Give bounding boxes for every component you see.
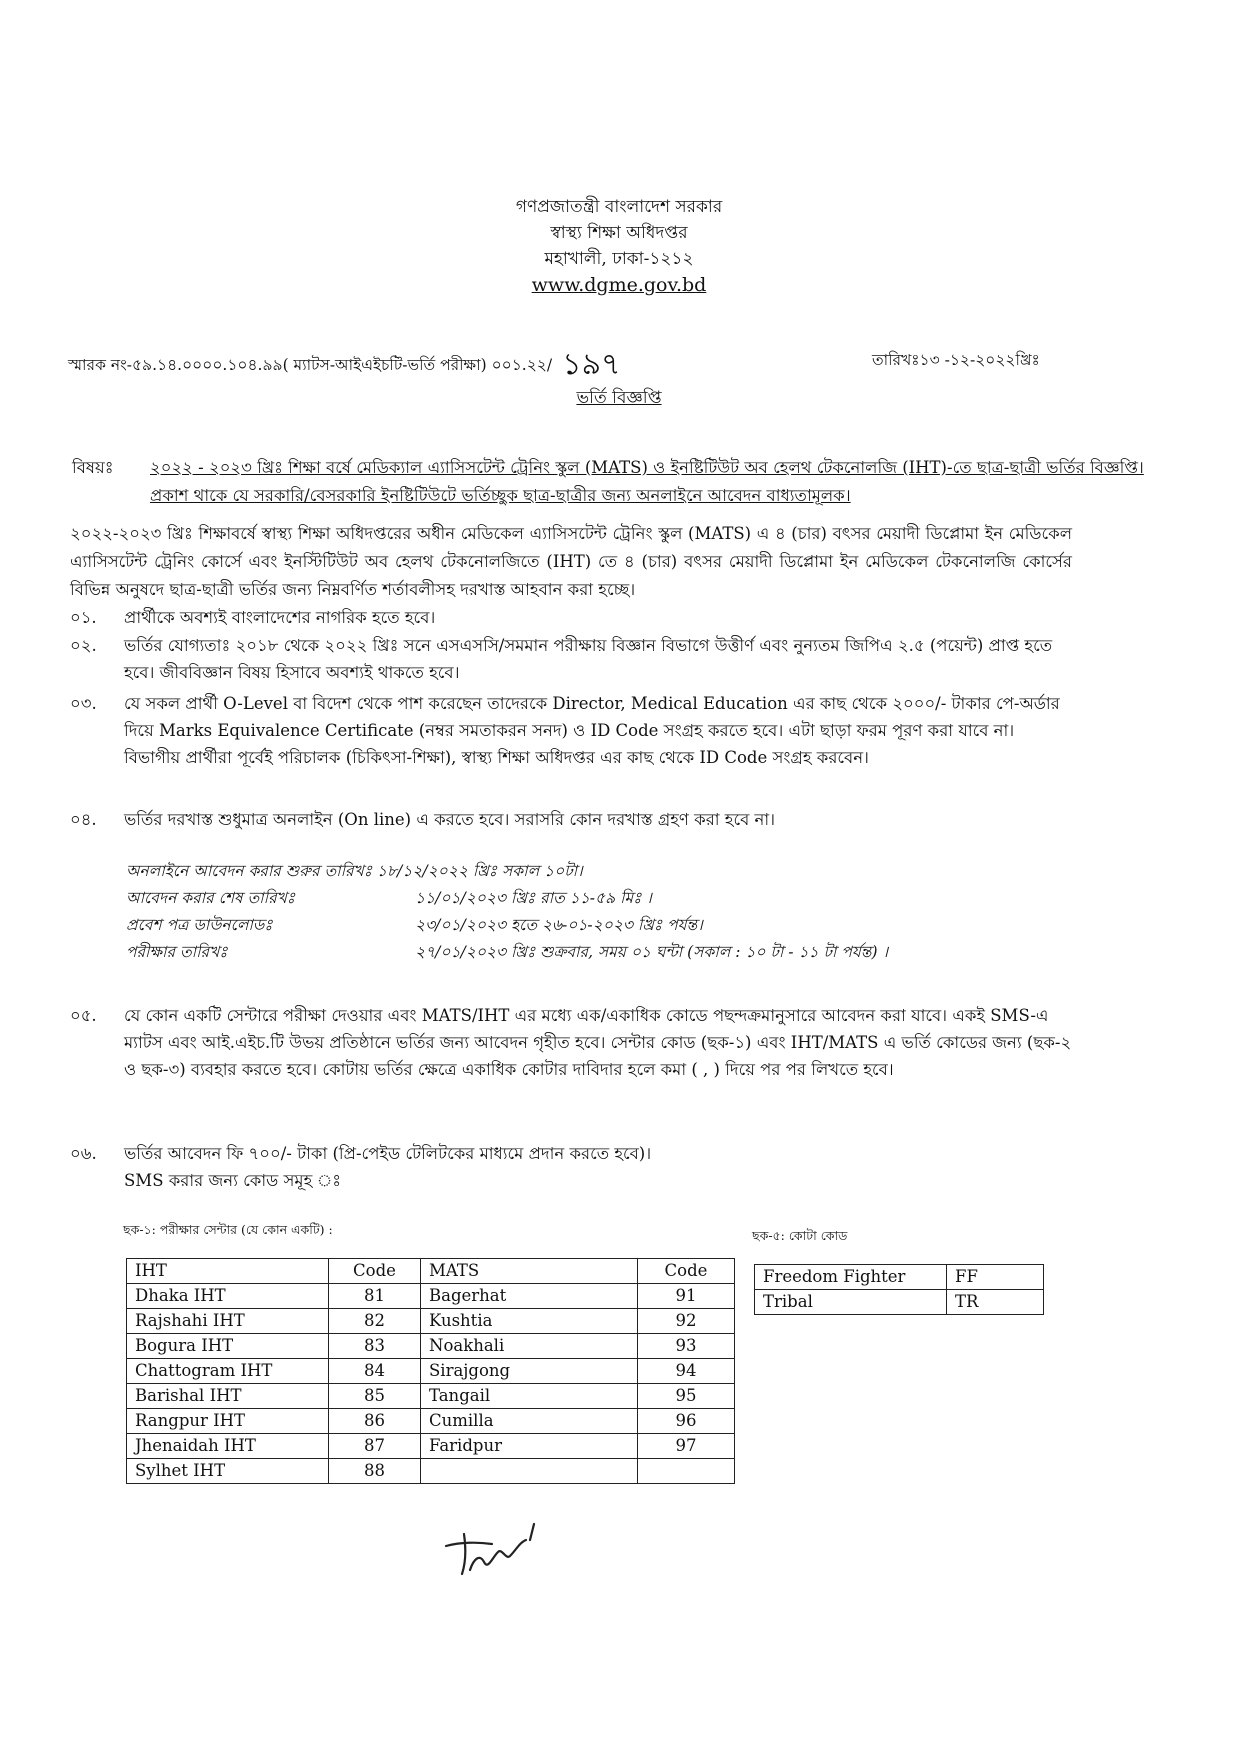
subject-label: বিষয়ঃ (72, 458, 114, 477)
name-cell: Tribal (755, 1290, 947, 1315)
name-cell (421, 1459, 638, 1484)
code-cell: 84 (329, 1359, 421, 1384)
item-number: ০৬. (70, 1144, 97, 1163)
name-cell: Bogura IHT (127, 1334, 329, 1359)
item-text: যে সকল প্রার্থী O-Level বা বিদেশ থেকে পাশ করেছেন তাদেরকে Director, Medical Education এর কাছ থেকে ২০০০/- টাকার পে-অর্ডার দিয়ে Marks Equivalence Certificate (নম্বর সমতাকরন সনদ) ও ID Code সংগ্রহ করতে হবে। এটা ছাড়া ফরম পূরণ করা যাবে না। (124, 694, 1060, 740)
table-row (127, 1434, 735, 1459)
table-row (127, 1359, 735, 1384)
table-row (127, 1334, 735, 1359)
schedule-value: ২৭/০১/২০২৩ খ্রিঃ শুক্রবার, সময় ০১ ঘন্টা (সকাল : ১০ টা - ১১ টা পর্যন্ত) । (415, 943, 888, 961)
table-row (127, 1284, 735, 1309)
schedule-row (126, 912, 703, 939)
name-cell: Sirajgong (421, 1359, 638, 1384)
code-cell: 97 (638, 1434, 735, 1459)
condition-item-3 (70, 690, 1080, 771)
condition-item-6 (70, 1140, 1080, 1194)
letterhead (0, 194, 1238, 298)
name-cell: Barishal IHT (127, 1384, 329, 1409)
letterhead-website[interactable]: www.dgme.gov.bd (531, 274, 707, 296)
memo-reference-line (68, 340, 621, 391)
quota-code-table (754, 1264, 1044, 1315)
column-header: Code (329, 1259, 421, 1284)
name-cell: Faridpur (421, 1434, 638, 1459)
item-number: ০১. (70, 608, 97, 627)
code-cell: FF (947, 1265, 1044, 1290)
name-cell: Noakhali (421, 1334, 638, 1359)
code-cell: 88 (329, 1459, 421, 1484)
item-number: ০২. (70, 636, 97, 655)
code-cell: 91 (638, 1284, 735, 1309)
name-cell: Chattogram IHT (127, 1359, 329, 1384)
name-cell: Dhaka IHT (127, 1284, 329, 1309)
table-row (127, 1459, 735, 1484)
schedule-label: প্রবেশ পত্র ডাউনলোডঃ (126, 916, 273, 934)
name-cell: Freedom Fighter (755, 1265, 947, 1290)
name-cell: Cumilla (421, 1409, 638, 1434)
code-cell: 95 (638, 1384, 735, 1409)
code-cell: 94 (638, 1359, 735, 1384)
column-header: IHT (127, 1259, 329, 1284)
subject-text: ২০২২ - ২০২৩ খ্রিঃ শিক্ষা বর্ষে মেডিক্যাল এ্যাসিসটেন্ট ট্রেনিং স্কুল (MATS) ও ইনষ্টিটিউট অব হেলথ টেকনোলজি (IHT)-তে ছাত্র-ছাত্রী ভর্তির বিজ্ঞপ্তি। প্রকাশ থাকে যে সরকারি/বেসরকারি ইনষ্টিটিউটে ভর্তিচ্ছুক ছাত্র-ছাত্রীর জন্য অনলাইনে আবেদন বাধ্যতামূলক। (150, 458, 1144, 505)
application-schedule (126, 858, 888, 966)
item-text: ভর্তির আবেদন ফি ৭০০/- টাকা (প্রি-পেইড টেলিটকের মাধ্যমে প্রদান করতে হবে)। (124, 1144, 652, 1163)
code-cell: 83 (329, 1334, 421, 1359)
schedule-label: পরীক্ষার তারিখঃ (126, 943, 228, 961)
schedule-row (126, 885, 652, 912)
table-header-row (127, 1259, 735, 1284)
memo-date: তারিখঃ১৩ -১২-২০২২খ্রিঃ (872, 351, 1040, 369)
table-row (755, 1290, 1044, 1315)
item-extra-text: SMS করার জন্য কোড সমূহ ঃ (124, 1171, 342, 1190)
memo-reference: স্মারক নং-৫৯.১৪.০০০০.১০৪.৯৯( ম্যাটস-আইএইচটি-ভর্তি পরীক্ষা) ০০১.২২/ (68, 356, 553, 374)
code-cell: 93 (638, 1334, 735, 1359)
item-number: ০৪. (70, 810, 97, 829)
column-header: Code (638, 1259, 735, 1284)
name-cell: Rangpur IHT (127, 1409, 329, 1434)
code-cell: 87 (329, 1434, 421, 1459)
schedule-row (126, 939, 888, 966)
code-cell: TR (947, 1290, 1044, 1315)
schedule-start-text: অনলাইনে আবেদন করার শুরুর তারিখঃ ১৮/১২/২০২২ খ্রিঃ সকাল ১০টা। (126, 862, 583, 880)
code-cell: 81 (329, 1284, 421, 1309)
table-row (127, 1384, 735, 1409)
schedule-value: ১১/০১/২০২৩ খ্রিঃ রাত ১১-৫৯ মিঃ । (415, 889, 652, 907)
name-cell: Rajshahi IHT (127, 1309, 329, 1334)
schedule-start (126, 858, 583, 885)
letterhead-department: স্বাস্থ্য শিক্ষা অধিদপ্তর (550, 223, 688, 243)
item-text: যে কোন একটি সেন্টারে পরীক্ষা দেওয়ার এবং MATS/IHT এর মধ্যে এক/একাধিক কোডে পছন্দক্রমানুসারে আবেদন করা যাবে। একই SMS-এ ম্যাটস এবং আই.এইচ.টি উভয় প্রতিষ্ঠানে ভর্তির জন্য আবেদন গৃহীত হবে। সেন্টার কোড (ছক-১) এবং IHT/MATS এ ভর্তি কোডের জন্য (ছক-২ ও ছক-৩) ব্যবহার করতে হবে। কোটায় ভর্তির ক্ষেত্রে একাধিক কোটার দাবিদার হলে কমা ( , ) দিয়ে পর পর লিখতে হবে। (124, 1006, 1072, 1079)
code-cell: 82 (329, 1309, 421, 1334)
item-number: ০৩. (70, 694, 97, 713)
table-row (127, 1409, 735, 1434)
table-row (127, 1309, 735, 1334)
code-cell: 96 (638, 1409, 735, 1434)
center-code-table (126, 1258, 735, 1484)
schedule-value: ২৩/০১/২০২৩ হতে ২৬-০১-২০২৩ খ্রিঃ পর্যন্ত। (415, 916, 703, 934)
table1-caption: ছক-১: পরীক্ষার সেন্টার (যে কোন একটি) : (123, 1222, 333, 1237)
table-row (755, 1265, 1044, 1290)
name-cell: Kushtia (421, 1309, 638, 1334)
name-cell: Bagerhat (421, 1284, 638, 1309)
code-cell: 92 (638, 1309, 735, 1334)
condition-item-1 (70, 604, 1080, 631)
notice-title (0, 385, 1238, 413)
table2-caption: ছক-৫: কোটা কোড (752, 1228, 848, 1243)
condition-item-2 (70, 632, 1080, 686)
name-cell: Sylhet IHT (127, 1459, 329, 1484)
notice-title-text: ভর্তি বিজ্ঞপ্তি (576, 388, 662, 408)
column-header: MATS (421, 1259, 638, 1284)
code-cell: 85 (329, 1384, 421, 1409)
condition-item-5 (70, 1002, 1080, 1083)
item-number: ০৫. (70, 1006, 97, 1025)
code-cell: 86 (329, 1409, 421, 1434)
item-text: ভর্তির দরখাস্ত শুধুমাত্র অনলাইন (On line) এ করতে হবে। সরাসরি কোন দরখাস্ত গ্রহণ করা হবে না। (124, 810, 776, 829)
name-cell: Jhenaidah IHT (127, 1434, 329, 1459)
code-cell (638, 1459, 735, 1484)
signature (440, 1512, 560, 1582)
name-cell: Tangail (421, 1384, 638, 1409)
memo-number: ১৯৭ (562, 347, 621, 382)
subject-block (72, 454, 1152, 510)
item-text: প্রার্থীকে অবশ্যই বাংলাদেশের নাগরিক হতে হবে। (124, 608, 436, 627)
schedule-label: আবেদন করার শেষ তারিখঃ (126, 889, 296, 907)
item-text: ভর্তির যোগ্যতাঃ ২০১৮ থেকে ২০২২ খ্রিঃ সনে এসএসসি/সমমান পরীক্ষায় বিজ্ঞান বিভাগে উত্তীর্ণ এবং নুন্যতম জিপিএ ২.৫ (পয়েন্ট) প্রাপ্ত হতে হবে। জীববিজ্ঞান বিষয় হিসাবে অবশ্যই থাকতে হবে। (124, 636, 1053, 682)
intro-paragraph: ২০২২-২০২৩ খ্রিঃ শিক্ষাবর্ষে স্বাস্থ্য শিক্ষা অধিদপ্তরের অধীন মেডিকেল এ্যাসিসটেন্ট ট্রেনিং স্কুল (MATS) এ ৪ (চার) বৎসর মেয়াদী ডিপ্লোমা ইন মেডিকেল এ্যাসিসটেন্ট ট্রেনিং কোর্সে এবং ইনস্টিটিউট অব হেলথ টেকনোলজিতে (IHT) তে ৪ (চার) বৎসর মেয়াদী ডিপ্লোমা ইন মেডিকেল টেকনোলজি কোর্সের বিভিন্ন অনুষদে ছাত্র-ছাত্রী ভর্তির জন্য নিম্নবর্ণিত শর্তাবলীসহ দরখাস্ত আহবান করা হচ্ছে। (70, 524, 1072, 599)
condition-item-4 (70, 806, 1080, 833)
item-extra-text: বিভাগীয় প্রার্থীরা পূর্বেই পরিচালক (চিকিৎসা-শিক্ষা), স্বাস্থ্য শিক্ষা অধিদপ্তর এর কাছ থেকে ID Code সংগ্রহ করবেন। (124, 748, 869, 767)
letterhead-government: গণপ্রজাতন্ত্রী বাংলাদেশ সরকার (515, 197, 723, 217)
letterhead-address: মহাখালী, ঢাকা-১২১২ (544, 249, 694, 269)
